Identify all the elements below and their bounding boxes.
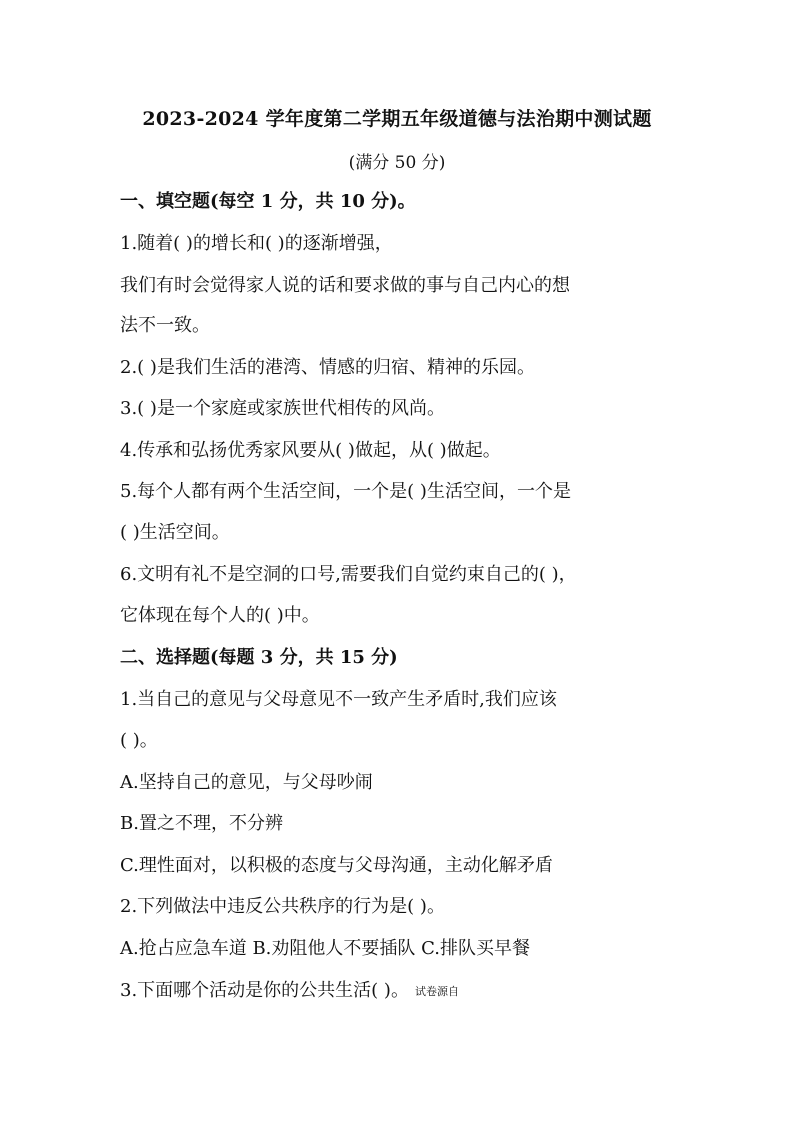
section2-heading: 二、选择题(每题 3 分，共 15 分) (120, 647, 398, 668)
exam-title: 2023-2024 学年度第二学期五年级道德与法治期中测试题 (142, 108, 652, 130)
section1-line-7: 5.每个人都有两个生活空间，一个是( )生活空间，一个是 (120, 481, 571, 502)
section1-line-4: 2.( )是我们生活的港湾、情感的归宿、精神的乐园。 (120, 357, 535, 378)
section1-heading: 一、填空题(每空 1 分，共 10 分)。 (120, 191, 416, 212)
section1-line-8: ( )生活空间。 (120, 522, 230, 543)
section1-line-9: 6.文明有礼不是空洞的口号,需要我们自觉约束自己的( )， (120, 564, 577, 585)
section2-line-3: A.坚持自己的意见，与父母吵闹 (120, 772, 373, 793)
section1-line-5: 3.( )是一个家庭或家族世代相传的风尚。 (120, 398, 445, 419)
section2-line-7: A.抢占应急车道 B.劝阻他人不要插队 C.排队买早餐 (120, 938, 530, 959)
section2-line-1: 1.当自己的意见与父母意见不一致产生矛盾时,我们应该 (120, 689, 557, 710)
section1-line-3: 法不一致。 (120, 315, 210, 336)
source-note: 试卷源自 (414, 985, 459, 998)
section2-line-8 (120, 979, 459, 1004)
section2-line-4: B.置之不理，不分辨 (120, 813, 283, 834)
section1-line-1: 1.随着( )的增长和( )的逐渐增强， (120, 233, 393, 254)
section2-line-5: C.理性面对，以积极的态度与父母沟通，主动化解矛盾 (120, 855, 553, 876)
section1-line-2: 我们有时会觉得家人说的话和要求做的事与自己内心的想 (120, 275, 570, 296)
section2-line-2: ( )。 (120, 730, 158, 751)
section1-line-10: 它体现在每个人的( )中。 (120, 605, 320, 626)
section2-line-8-text: 3.下面哪个活动是你的公共生活( )。 (120, 980, 409, 1001)
section2-line-6: 2.下列做法中违反公共秩序的行为是( )。 (120, 896, 445, 917)
section1-line-6: 4.传承和弘扬优秀家风要从( )做起，从( )做起。 (120, 440, 501, 461)
exam-subtitle: (满分 50 分) (348, 153, 446, 173)
